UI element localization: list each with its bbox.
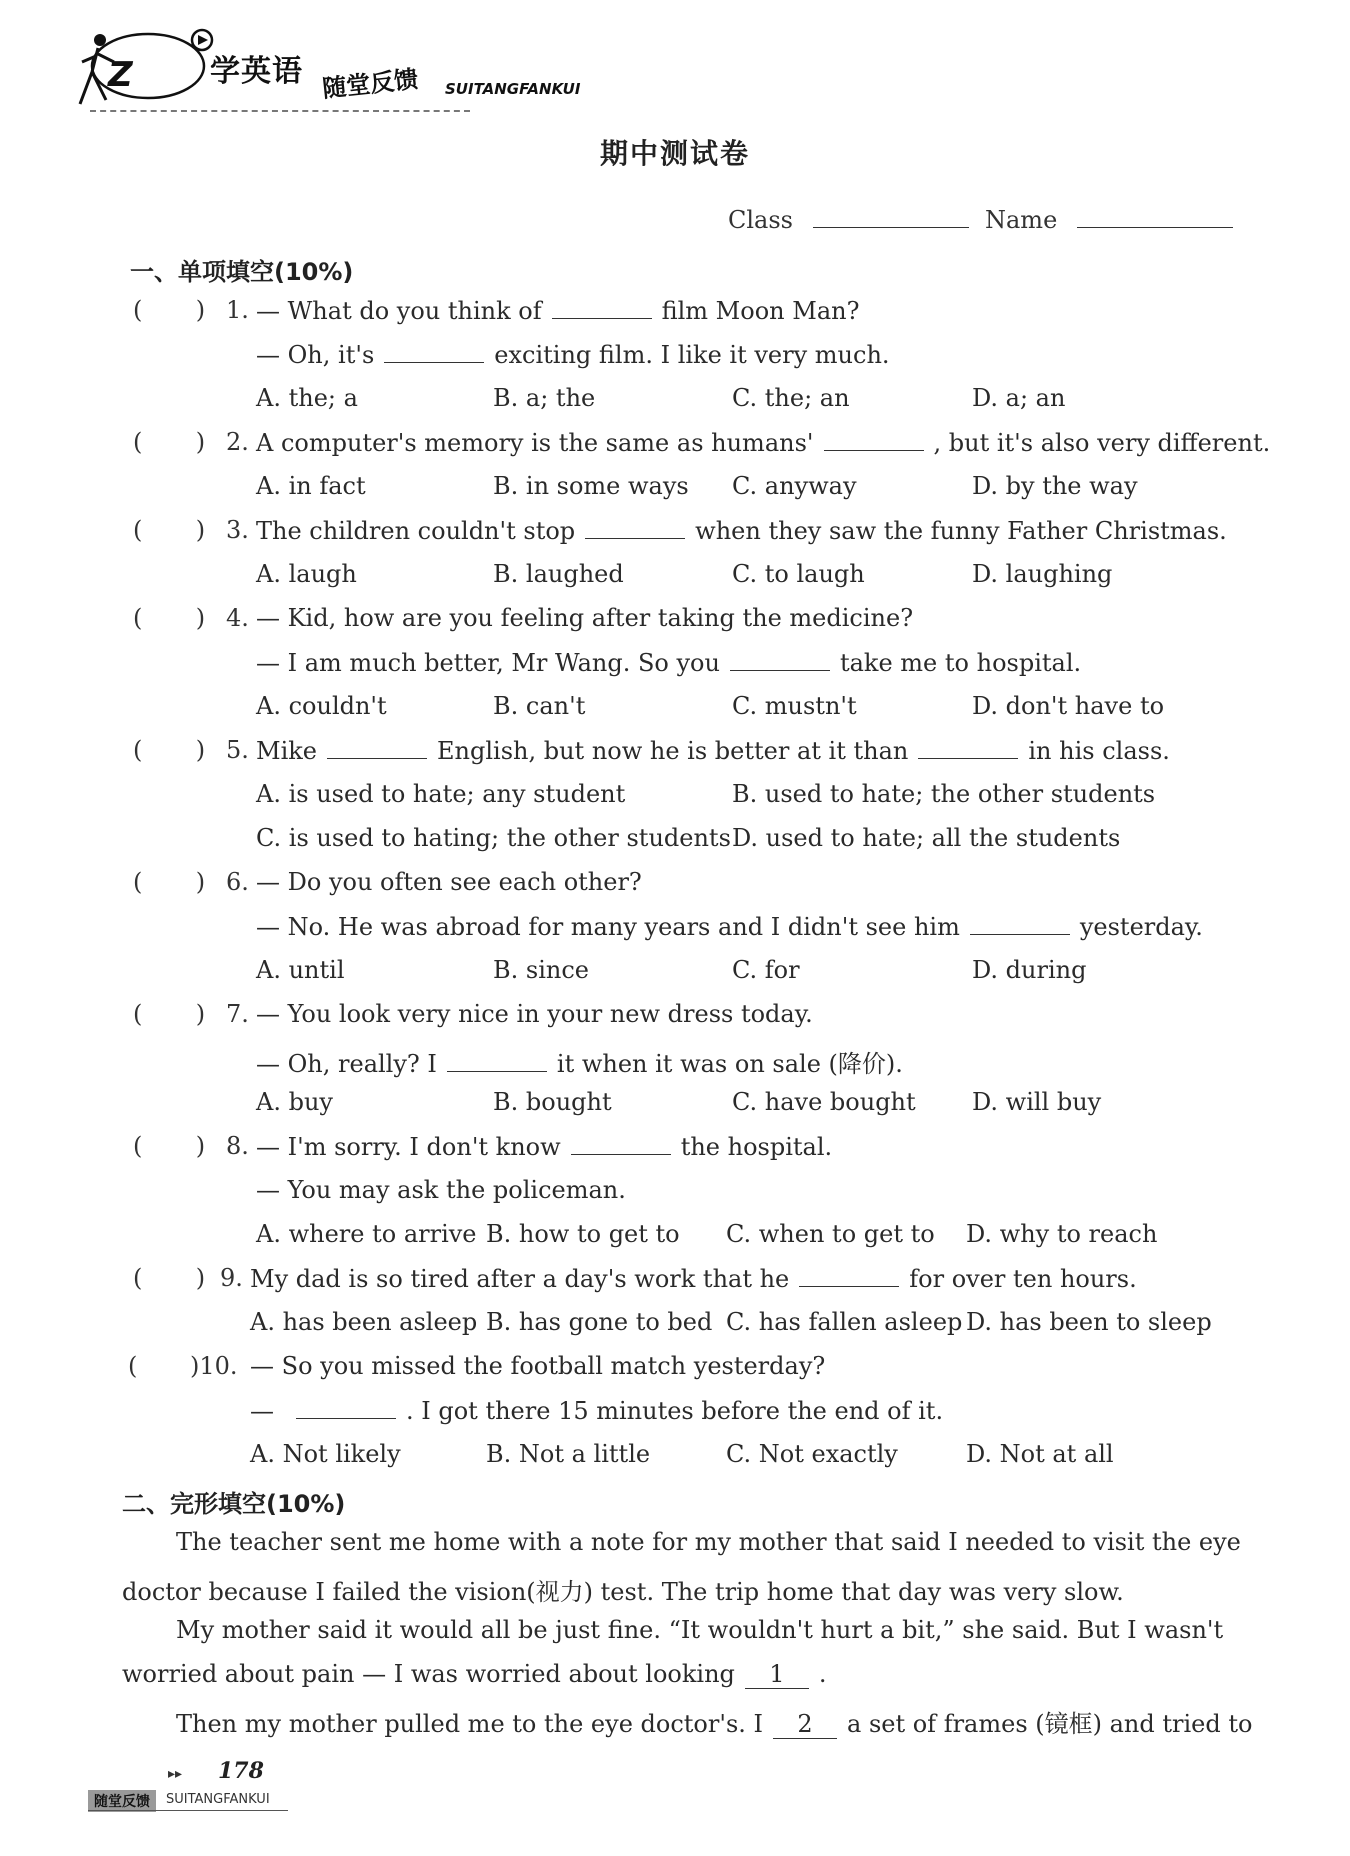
question-line: — I'm sorry. I don't know the hospital.: [256, 1133, 833, 1161]
page-footer: [88, 1754, 308, 1824]
question-line: — . I got there 15 minutes before the end of it.: [250, 1397, 944, 1425]
name-label: Name: [985, 206, 1058, 234]
option: C. mustn't: [732, 692, 857, 720]
option: B. Not a little: [486, 1440, 651, 1468]
question-line: — No. He was abroad for many years and I didn't see him yesterday.: [256, 913, 1203, 941]
option: D. during: [972, 956, 1087, 984]
question-number: 7.: [226, 1000, 249, 1028]
option: A. has been asleep: [250, 1308, 478, 1336]
option: D. by the way: [972, 472, 1138, 500]
question-line: — Do you often see each other?: [256, 868, 642, 896]
brand-logo-icon: [70, 14, 220, 109]
option: D. don't have to: [972, 692, 1165, 720]
passage-line: The teacher sent me home with a note for my mother that said I needed to visit the eye: [176, 1528, 1241, 1556]
option: D. Not at all: [966, 1440, 1114, 1468]
option: C. the; an: [732, 384, 850, 412]
cloze-blank[interactable]: 1: [745, 1660, 809, 1689]
class-field: [728, 206, 969, 234]
question-number: 5.: [226, 736, 249, 764]
footer-tag-en: SUITANGFANKUI: [166, 1792, 270, 1807]
cloze-blank[interactable]: 2: [773, 1710, 837, 1739]
answer-blank[interactable]: [970, 912, 1070, 935]
option: D. used to hate; all the students: [732, 824, 1121, 852]
page-number: 178: [218, 1758, 264, 1784]
answer-paren[interactable]: ( ): [133, 516, 206, 544]
option: D. will buy: [972, 1088, 1102, 1116]
option: B. a; the: [493, 384, 596, 412]
option: B. can't: [493, 692, 586, 720]
option: B. laughed: [493, 560, 624, 588]
svg-text:Z: Z: [108, 55, 133, 95]
option: B. used to hate; the other students: [732, 780, 1156, 808]
section-title: 一、单项填空(10%): [130, 258, 354, 286]
option: D. a; an: [972, 384, 1066, 412]
question-number: )10.: [190, 1352, 238, 1380]
passage-line: My mother said it would all be just fine. “It wouldn't hurt a bit,” she said. But I wasn't: [176, 1616, 1224, 1644]
question-line: The children couldn't stop when they saw the funny Father Christmas.: [256, 517, 1227, 545]
option: B. in some ways: [493, 472, 689, 500]
brand-pinyin: SUITANGFANKUI: [445, 80, 581, 98]
question-line: A computer's memory is the same as humans' , but it's also very different.: [256, 429, 1271, 457]
answer-blank[interactable]: [552, 296, 652, 319]
answer-paren[interactable]: ( ): [133, 604, 206, 632]
section-title: 二、完形填空(10%): [122, 1490, 346, 1518]
question-line: — So you missed the football match yesterday?: [250, 1352, 826, 1380]
arrow-icon: ▸▸: [168, 1766, 183, 1782]
option: A. in fact: [256, 472, 366, 500]
answer-blank[interactable]: [296, 1396, 396, 1419]
option: B. since: [493, 956, 589, 984]
question-line: Mike English, but now he is better at it than in his class.: [256, 737, 1170, 765]
option: A. is used to hate; any student: [256, 780, 626, 808]
option: A. until: [256, 956, 345, 984]
option: C. Not exactly: [726, 1440, 898, 1468]
answer-paren[interactable]: ( ): [133, 868, 206, 896]
question-number: 1.: [226, 296, 249, 324]
question-line: — What do you think of film Moon Man?: [256, 297, 860, 325]
answer-paren[interactable]: ( ): [133, 736, 206, 764]
brand-header: [70, 14, 581, 104]
answer-blank[interactable]: [799, 1264, 899, 1287]
option: A. the; a: [256, 384, 358, 412]
option: C. have bought: [732, 1088, 916, 1116]
option: C. when to get to: [726, 1220, 935, 1248]
question-number: 4.: [226, 604, 249, 632]
option: B. how to get to: [486, 1220, 680, 1248]
answer-paren[interactable]: ( ): [133, 1264, 206, 1292]
question-number: 6.: [226, 868, 249, 896]
option: D. has been to sleep: [966, 1308, 1212, 1336]
option: B. has gone to bed: [486, 1308, 713, 1336]
question-line: — You may ask the policeman.: [256, 1176, 626, 1204]
question-number: 2.: [226, 428, 249, 456]
answer-blank[interactable]: [585, 516, 685, 539]
question-line: — You look very nice in your new dress today.: [256, 1000, 813, 1028]
question-line: — Kid, how are you feeling after taking the medicine?: [256, 604, 914, 632]
question-number: 9.: [220, 1264, 243, 1292]
brand-title: 学英语: [210, 54, 303, 89]
option: A. where to arrive: [256, 1220, 477, 1248]
answer-paren[interactable]: (: [128, 1352, 191, 1380]
name-blank[interactable]: [1077, 227, 1233, 228]
answer-blank[interactable]: [447, 1049, 547, 1072]
answer-blank[interactable]: [384, 340, 484, 363]
class-blank[interactable]: [813, 227, 969, 228]
question-number: 8.: [226, 1132, 249, 1160]
class-label: Class: [728, 206, 793, 234]
answer-blank[interactable]: [571, 1132, 671, 1155]
question-line: My dad is so tired after a day's work that he for over ten hours.: [250, 1265, 1137, 1293]
option: A. laugh: [256, 560, 357, 588]
option: D. why to reach: [966, 1220, 1158, 1248]
option: C. has fallen asleep: [726, 1308, 963, 1336]
option: A. buy: [256, 1088, 333, 1116]
answer-paren[interactable]: ( ): [133, 1000, 206, 1028]
passage-line: doctor because I failed the vision(视力) test. The trip home that day was very slow.: [122, 1578, 1124, 1606]
question-number: 3.: [226, 516, 249, 544]
question-line: — I am much better, Mr Wang. So you take me to hospital.: [256, 649, 1082, 677]
option: C. to laugh: [732, 560, 865, 588]
option: C. is used to hating; the other students: [256, 824, 731, 852]
option: C. anyway: [732, 472, 857, 500]
brand-divider: [90, 110, 470, 112]
footer-divider: [88, 1810, 288, 1811]
question-line: — Oh, really? I it when it was on sale (降价).: [256, 1050, 903, 1078]
brand-subtitle: 随堂反馈: [321, 65, 420, 103]
name-field: [985, 206, 1233, 234]
answer-blank[interactable]: [824, 428, 924, 451]
question-line: — Oh, it's exciting film. I like it very much.: [256, 341, 890, 369]
option: A. couldn't: [256, 692, 387, 720]
answer-paren[interactable]: ( ): [133, 296, 206, 324]
answer-paren[interactable]: ( ): [133, 1132, 206, 1160]
page-title: 期中测试卷: [599, 137, 750, 170]
passage-line: worried about pain — I was worried about looking 1 .: [122, 1660, 827, 1688]
option: D. laughing: [972, 560, 1113, 588]
option: A. Not likely: [250, 1440, 401, 1468]
footer-tag: 随堂反馈: [88, 1790, 156, 1812]
answer-paren[interactable]: ( ): [133, 428, 206, 456]
answer-blank[interactable]: [327, 736, 427, 759]
answer-blank[interactable]: [918, 736, 1018, 759]
passage-line: Then my mother pulled me to the eye doctor's. I 2 a set of frames (镜框) and tried to: [176, 1710, 1253, 1738]
option: B. bought: [493, 1088, 612, 1116]
option: C. for: [732, 956, 800, 984]
answer-blank[interactable]: [730, 648, 830, 671]
